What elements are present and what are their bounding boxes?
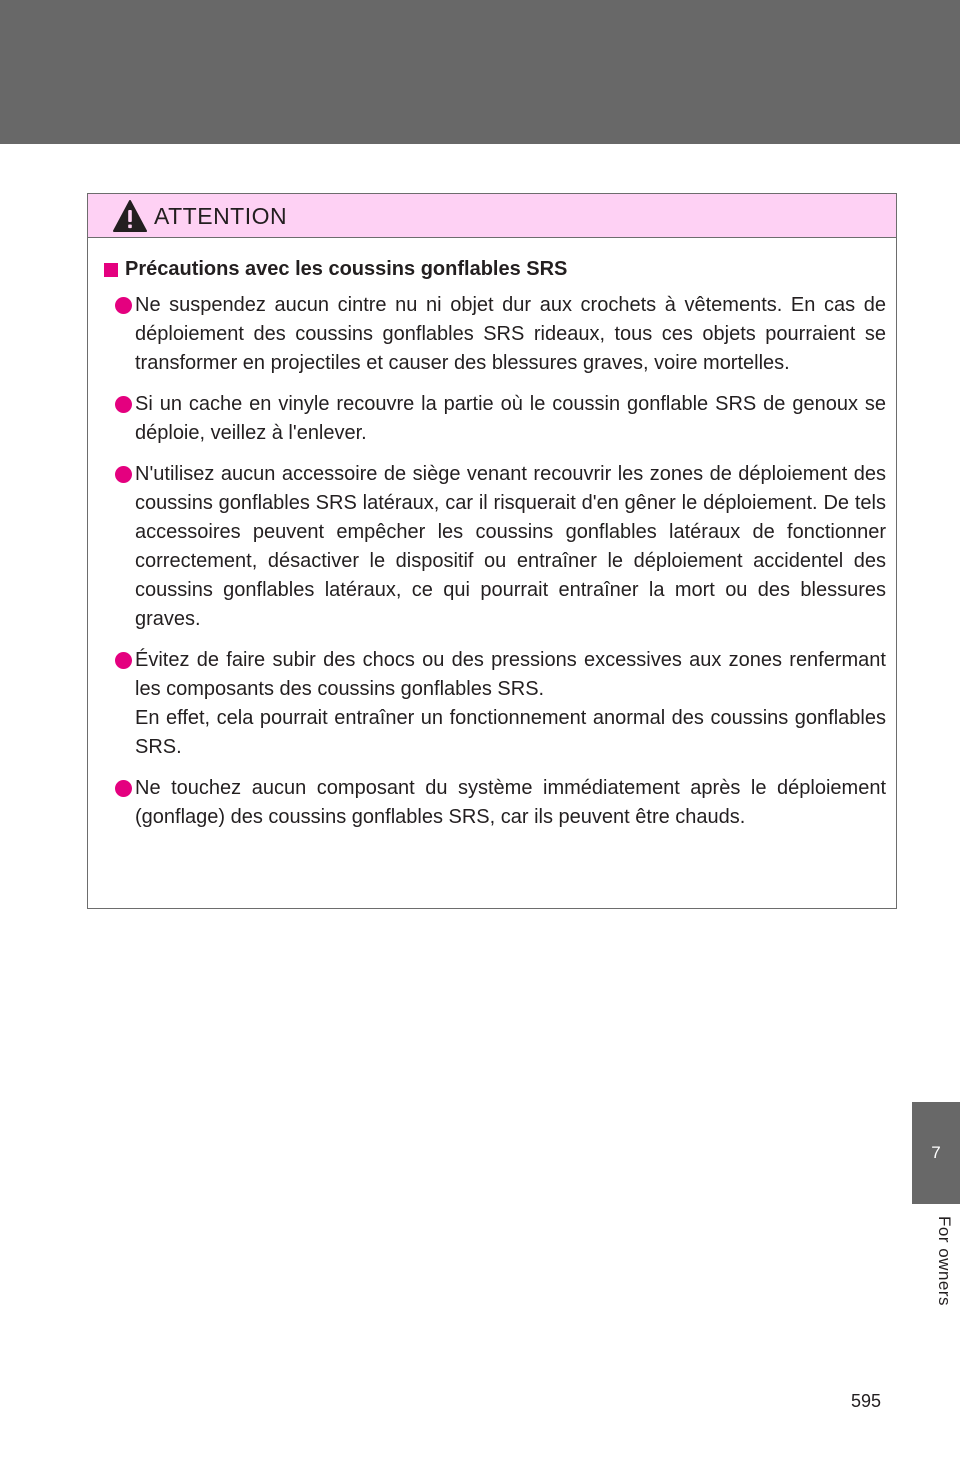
attention-title: ATTENTION bbox=[154, 203, 288, 229]
list-item bbox=[102, 646, 886, 762]
list-item bbox=[102, 390, 886, 448]
attention-body bbox=[88, 238, 896, 832]
list-item bbox=[102, 774, 886, 832]
item-text: Si un cache en vinyle recouvre la partie où le coussin gonflable SRS de genoux se déploie, veillez à l'enlever. bbox=[135, 393, 886, 444]
chapter-label: For owners bbox=[935, 1216, 954, 1307]
item-text: Ne suspendez aucun cintre nu ni objet dur aux crochets à vêtements. En cas de déploiement des coussins gonflables SRS rideaux, tous ces objets pourraient se transformer en projectiles et causer des blessures graves, voire mortelles. bbox=[135, 294, 886, 374]
bullet-dot-icon bbox=[115, 780, 132, 797]
attention-box bbox=[87, 193, 897, 909]
list-item bbox=[102, 291, 886, 378]
warning-triangle-icon bbox=[112, 199, 148, 233]
square-bullet-icon bbox=[104, 263, 118, 277]
item-text: Ne touchez aucun composant du système immédiatement après le déploiement (gonflage) des coussins gonflables SRS, car ils peuvent être chauds. bbox=[135, 777, 886, 828]
bullet-dot-icon bbox=[115, 297, 132, 314]
list-item bbox=[102, 460, 886, 634]
section-title: Précautions avec les coussins gonflables SRS bbox=[125, 258, 568, 280]
item-text: Évitez de faire subir des chocs ou des pressions excessives aux zones renfermant les composants des coussins gonflables SRS. bbox=[135, 649, 886, 700]
bullet-dot-icon bbox=[115, 466, 132, 483]
chapter-number: 7 bbox=[931, 1143, 941, 1162]
attention-header bbox=[88, 194, 896, 238]
top-header-band bbox=[0, 0, 960, 144]
page-number: 595 bbox=[851, 1391, 882, 1411]
bullet-dot-icon bbox=[115, 396, 132, 413]
chapter-tab bbox=[912, 1102, 960, 1204]
section-heading bbox=[102, 258, 886, 281]
item-text: En effet, cela pourrait entraîner un fonctionnement anormal des coussins gonflables SRS. bbox=[135, 707, 886, 758]
bullet-dot-icon bbox=[115, 652, 132, 669]
item-text: N'utilisez aucun accessoire de siège venant recouvrir les zones de déploiement des coussins gonflables SRS latéraux, car il risquerait d'en gêner le déploiement. De tels accessoires peuvent empêcher les coussins gonflables latéraux de fonctionner correctement, désactiver le dispositif ou entraîner le déploiement accidentel des coussins gonflables latéraux, ce qui pourrait entraîner la mort ou des blessures graves. bbox=[135, 463, 886, 630]
